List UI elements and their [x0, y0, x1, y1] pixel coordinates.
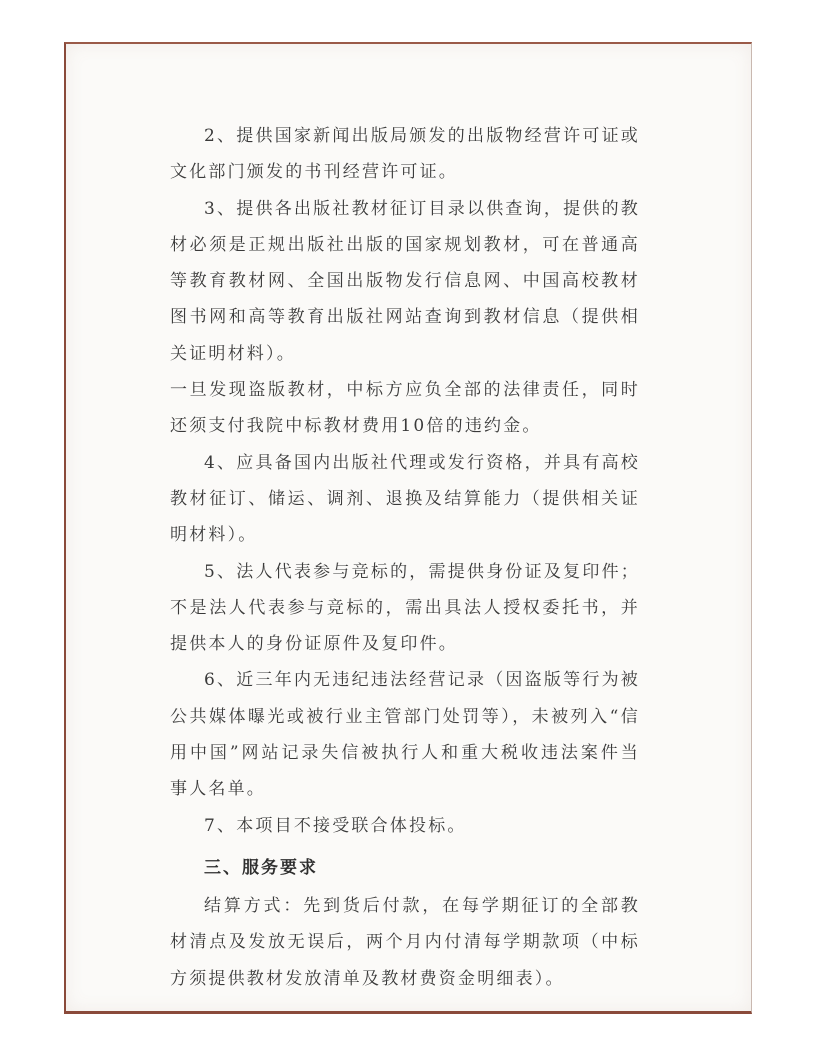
paragraph-item-5: 5、法人代表参与竞标的，需提供身份证及复印件；不是法人代表参与竞标的，需出具法人授权委托书，并提供本人的身份证原件及复印件。 [170, 561, 640, 655]
paragraph-piracy-liability: 一旦发现盗版教材，中标方应负全部的法律责任，同时还须支付我院中标教材费用10倍的违约金。 [170, 380, 640, 437]
paragraph-settlement-method: 结算方式：先到货后付款，在每学期征订的全部教材清点及发放无误后，两个月内付清每学期款项（中标方须提供教材发放清单及教材费资金明细表）。 [170, 895, 640, 989]
document-body [170, 118, 640, 997]
paragraph-item-6: 6、近三年内无违纪违法经营记录（因盗版等行为被公共媒体曝光或被行业主管部门处罚等），未被列入“信用中国”网站记录失信被执行人和重大税收违法案件当事人名单。 [170, 670, 640, 800]
paragraph-item-4: 4、应具备国内出版社代理或发行资格，并具有高校教材征订、储运、调剂、退换及结算能力（提供相关证明材料）。 [170, 452, 640, 546]
paragraph-item-3: 3、提供各出版社教材征订目录以供查询，提供的教材必须是正规出版社出版的国家规划教材，可在普通高等教育教材网、全国出版物发行信息网、中国高校教材图书网和高等教育出版社网站查询到教材信息（提供相关证明材料）。 [170, 198, 640, 364]
paragraph-item-7: 7、本项目不接受联合体投标。 [204, 815, 467, 836]
section-heading-service-requirements: 三、服务要求 [204, 857, 318, 878]
paragraph-item-2: 2、提供国家新闻出版局颁发的出版物经营许可证或文化部门颁发的书刊经营许可证。 [170, 126, 640, 183]
